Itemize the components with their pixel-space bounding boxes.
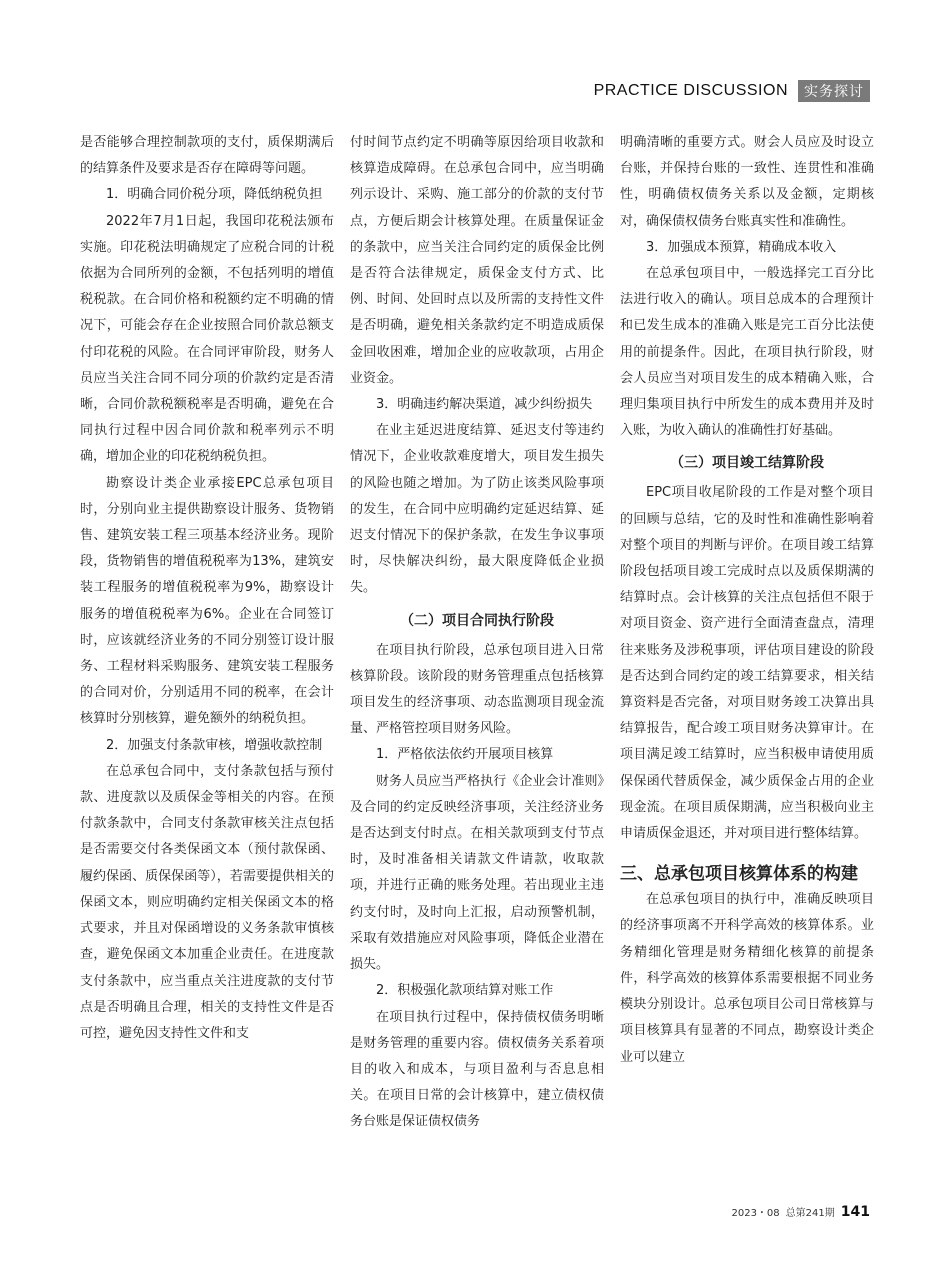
paragraph: 付时间节点约定不明确等原因给项目收款和核算造成障碍。在总承包合同中，应当明确列示设计、采购、施工部分的价款的支付节点，方便后期会计核算处理。在质量保证金的条款中，应当关注合同约定的质保金比例是否符合法律规定，质保金支付方式、比例、时间、处回时点以及所需的支持性文件是否明确，避免相关条款约定不明造成质保金回收困难，增加企业的应收款项，占用企业资金。 — [350, 135, 604, 386]
paragraph: 是否能够合理控制款项的支付，质保期满后的结算条件及要求是否存在障碍等问题。 — [80, 135, 334, 177]
issue-number: 总第241期 — [785, 1208, 835, 1219]
paragraph: 在总承包项目中，一般选择完工百分比法进行收入的确认。项目总成本的合理预计和已发生成本的准确入账是完工百分比法使用的前提条件。因此，在项目执行阶段，财会人员应当对项目发生的成本精确入账，合理归集项目执行中所发生的成本费用并及时入账，为收入确认的准确性打好基础。 — [620, 266, 874, 439]
section-title-en: PRACTICE DISCUSSION — [593, 82, 788, 99]
issue-date: 2023・08 — [731, 1208, 780, 1219]
paragraph: 在项目执行阶段，总承包项目进入日常核算阶段。该阶段的财务管理重点包括核算项目发生的经济事项、动态监测项目现金流量、严格管控项目财务风险。 — [350, 642, 604, 737]
paragraph: 勘察设计类企业承接EPC总承包项目时，分别向业主提供勘察设计服务、货物销售、建筑安装工程三项基本经济业务。现阶段，货物销售的增值税税率为13%，建筑安装工程服务的增值税税率为9%，勘察设计服务的增值税税率为6%。企业在合同签订时，应该就经济业务的不同分别签订设计服务、工程材料采购服务、建筑安装工程服务的合同对价，分别适用不同的税率，在会计核算时分别核算，避免额外的纳税负担。 — [80, 475, 334, 727]
paragraph: 明确清晰的重要方式。财会人员应及时设立台账，并保持台账的一致性、连贯性和准确性，明确债权债务关系以及金额，定期核对，确保债权债务台账真实性和准确性。 — [620, 135, 874, 229]
paragraph: 在业主延迟进度结算、延迟支付等违约情况下，企业收款难度增大，项目发生损失的风险也随之增加。为了防止该类风险事项的发生，在合同中应明确约定延迟结算、延迟支付情况下的保护条款，在发生争议事项时，尽快解决纠纷，最大限度降低企业损失。 — [350, 423, 604, 596]
paragraph: 在项目执行过程中，保持债权债务明晰是财务管理的重要内容。债权债务关系着项目的收入和成本，与项目盈利与否息息相关。在项目日常的会计核算中，建立债权债务台账是保证债权债务 — [350, 1009, 604, 1130]
text-column-3 — [620, 130, 874, 1071]
section-heading: （二）项目合同执行阶段 — [400, 612, 554, 629]
paragraph: 2．积极强化款项结算对账工作 — [376, 983, 554, 999]
text-column-2 — [350, 130, 604, 1136]
page-number: 141 — [840, 1204, 870, 1220]
paragraph: 财务人员应当严格执行《企业会计准则》及合同的约定反映经济事项，关注经济业务是否达到支付时点。在相关款项到支付节点时，及时准备相关请款文件请款，收取款项，并进行正确的账务处理。若出现业主违约支付时，及时向上汇报，启动预警机制，采取有效措施应对风险事项，降低企业潜在损失。 — [350, 773, 604, 973]
page-footer — [731, 1204, 870, 1220]
section-heading: 三、总承包项目核算体系的构建 — [620, 864, 858, 885]
running-header — [594, 80, 870, 102]
paragraph: 1．明确合同价税分项，降低纳税负担 — [106, 187, 323, 203]
text-column-1 — [80, 130, 334, 1047]
paragraph: EPC项目收尾阶段的工作是对整个项目的回顾与总结，它的及时性和准确性影响着对整个项目的判断与评价。在项目竣工结算阶段包括项目竣工完成时点以及质保期满的结算时点。会计核算的关注点包括但不限于对项目资金、资产进行全面清查盘点，清理往来账务及涉税事项，评估项目建设的阶段是否达到合同约定的竣工结算要求，相关结算资料是否完备，对项目财务竣工决算出具结算报告，配合竣工项目财务决算审计。在项目满足竣工结算时，应当积极申请使用质保保函代替质保金，减少质保金占用的企业现金流。在项目质保期满，应当积极向业主申请质保金退还，并对项目进行整体结算。 — [620, 485, 874, 842]
paragraph: 2022年7月1日起，我国印花税法颁布实施。印花税法明确规定了应税合同的计税依据为合同所列的金额，不包括列明的增值税税款。在合同价格和税额约定不明确的情况下，可能会存在企业按照合同价款总额支付印花税的风险。在合同评审阶段，财务人员应当关注合同不同分项的价款约定是否清晰，合同价款税额税率是否明确，避免在合同执行过程中因合同价款和税率列示不明确，增加企业的印花税纳税负担。 — [80, 213, 334, 465]
paragraph: 2．加强支付条款审核，增强收款控制 — [106, 737, 323, 753]
paragraph: 3．加强成本预算，精确成本收入 — [646, 239, 837, 255]
paragraph: 在总承包合同中，支付条款包括与预付款、进度款以及质保金等相关的内容。在预付款条款中，合同支付条款审核关注点包括是否需要交付各类保函文本（预付款保函、履约保函、质保保函等），若需要提供相关的保函文本，则应明确约定相关保函文本的格式要求，并且对保函增设的义务条款审慎核查，避免保函文本加重企业责任。在进度款支付条款中，应当重点关注进度款的支付节点是否明确且合理，相关的支持性文件是否可控，避免因支持性文件和支 — [80, 763, 334, 1041]
paragraph: 1．严格依法依约开展项目核算 — [376, 747, 554, 763]
section-heading: （三）项目竣工结算阶段 — [670, 455, 824, 472]
section-title-cn: 实务探讨 — [798, 80, 870, 102]
paragraph: 在总承包项目的执行中，准确反映项目的经济事项离不开科学高效的核算体系。业务精细化管理是财务精细化核算的前提条件，科学高效的核算体系需要根据不同业务模块分别设计。总承包项目公司日常核算与项目核算具有显著的不同点，勘察设计类企业可以建立 — [620, 892, 874, 1065]
paragraph: 3．明确违约解决渠道，减少纠纷损失 — [376, 397, 593, 413]
